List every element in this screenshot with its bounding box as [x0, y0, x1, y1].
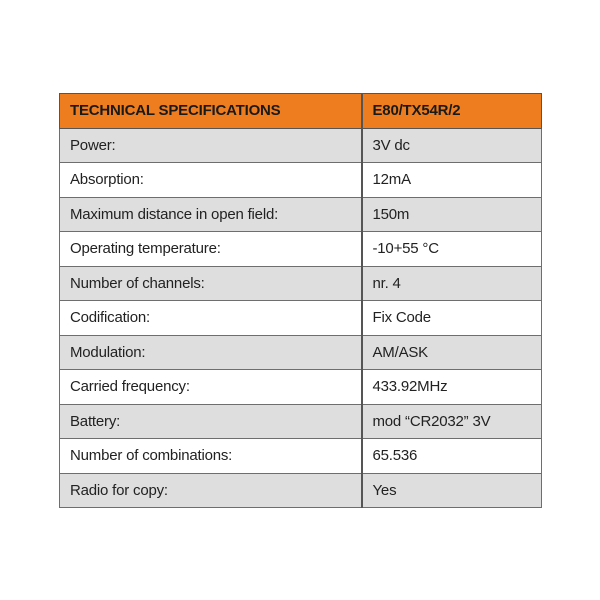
spec-value: 12mA [362, 163, 542, 198]
spec-row-power [60, 128, 542, 163]
spec-value: -10+55 °C [362, 232, 542, 267]
spec-row-radio-for-copy [60, 473, 542, 508]
spec-row-modulation [60, 335, 542, 370]
spec-value: 65.536 [362, 439, 542, 474]
spec-value: 150m [362, 197, 542, 232]
spec-value: Fix Code [362, 301, 542, 336]
spec-row-channels [60, 266, 542, 301]
spec-row-battery [60, 404, 542, 439]
header-model: E80/TX54R/2 [362, 94, 542, 129]
spec-value: 433.92MHz [362, 370, 542, 405]
spec-label: Battery: [60, 404, 362, 439]
spec-label: Radio for copy: [60, 473, 362, 508]
spec-row-combinations [60, 439, 542, 474]
spec-label: Number of channels: [60, 266, 362, 301]
spec-value: mod “CR2032” 3V [362, 404, 542, 439]
spec-label: Power: [60, 128, 362, 163]
spec-label: Carried frequency: [60, 370, 362, 405]
spec-label: Number of combinations: [60, 439, 362, 474]
spec-label: Modulation: [60, 335, 362, 370]
header-label: TECHNICAL SPECIFICATIONS [60, 94, 362, 129]
spec-table [59, 93, 542, 508]
spec-row-carried-frequency [60, 370, 542, 405]
spec-row-max-distance [60, 197, 542, 232]
spec-value: Yes [362, 473, 542, 508]
spec-label: Operating temperature: [60, 232, 362, 267]
spec-row-operating-temperature [60, 232, 542, 267]
spec-row-codification [60, 301, 542, 336]
spec-label: Absorption: [60, 163, 362, 198]
spec-value: nr. 4 [362, 266, 542, 301]
spec-value: AM/ASK [362, 335, 542, 370]
spec-row-absorption [60, 163, 542, 198]
spec-label: Maximum distance in open field: [60, 197, 362, 232]
spec-table-header [60, 94, 542, 129]
spec-label: Codification: [60, 301, 362, 336]
spec-value: 3V dc [362, 128, 542, 163]
